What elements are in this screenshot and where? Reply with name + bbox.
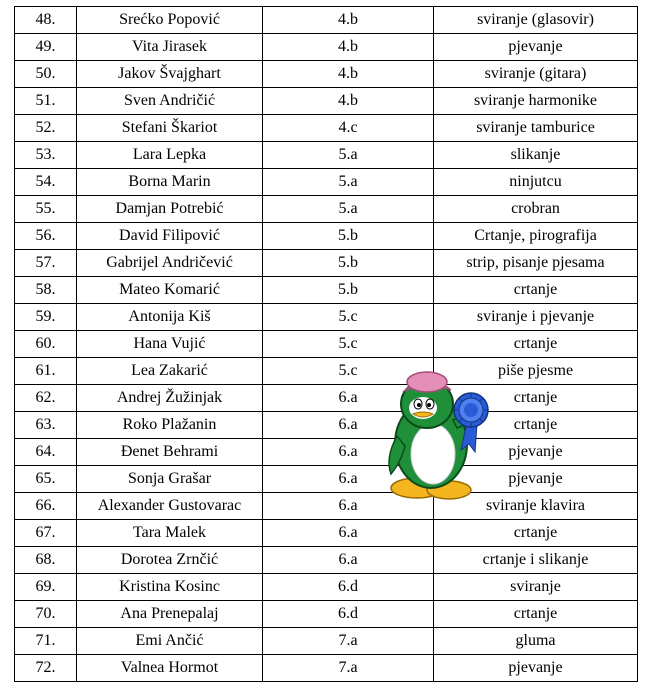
- student-name-cell: Emi Ančić: [77, 628, 263, 655]
- student-name-cell: Dorotea Zrnčić: [77, 547, 263, 574]
- student-name-cell: Hana Vujić: [77, 331, 263, 358]
- table-row: [15, 412, 638, 439]
- table-row: [15, 655, 638, 682]
- row-number-cell: 51.: [15, 88, 77, 115]
- table-row: [15, 385, 638, 412]
- student-name-cell: Gabrijel Andričević: [77, 250, 263, 277]
- row-number-cell: 69.: [15, 574, 77, 601]
- row-number-cell: 63.: [15, 412, 77, 439]
- student-name-cell: Lea Zakarić: [77, 358, 263, 385]
- table-row: [15, 88, 638, 115]
- student-name-cell: Đenet Behrami: [77, 439, 263, 466]
- table-row: [15, 7, 638, 34]
- row-number-cell: 68.: [15, 547, 77, 574]
- student-name-cell: Valnea Hormot: [77, 655, 263, 682]
- table-row: [15, 61, 638, 88]
- table-row: [15, 520, 638, 547]
- activity-cell: sviranje (glasovir): [434, 7, 638, 34]
- row-number-cell: 71.: [15, 628, 77, 655]
- student-name-cell: Borna Marin: [77, 169, 263, 196]
- activity-cell: crtanje: [434, 277, 638, 304]
- activity-cell: sviranje klavira: [434, 493, 638, 520]
- table-row: [15, 358, 638, 385]
- class-cell: 7.a: [263, 655, 434, 682]
- row-number-cell: 54.: [15, 169, 77, 196]
- class-cell: 6.a: [263, 493, 434, 520]
- row-number-cell: 62.: [15, 385, 77, 412]
- table-row: [15, 304, 638, 331]
- row-number-cell: 66.: [15, 493, 77, 520]
- class-cell: 5.c: [263, 304, 434, 331]
- activity-cell: gluma: [434, 628, 638, 655]
- row-number-cell: 55.: [15, 196, 77, 223]
- row-number-cell: 58.: [15, 277, 77, 304]
- table-row: [15, 466, 638, 493]
- row-number-cell: 53.: [15, 142, 77, 169]
- activity-cell: pjevanje: [434, 34, 638, 61]
- row-number-cell: 56.: [15, 223, 77, 250]
- class-cell: 4.b: [263, 34, 434, 61]
- student-name-cell: Damjan Potrebić: [77, 196, 263, 223]
- activity-cell: pjevanje: [434, 655, 638, 682]
- activity-cell: Crtanje, pirografija: [434, 223, 638, 250]
- row-number-cell: 67.: [15, 520, 77, 547]
- activity-cell: crtanje: [434, 331, 638, 358]
- activity-cell: crtanje: [434, 601, 638, 628]
- activity-cell: crobran: [434, 196, 638, 223]
- row-number-cell: 50.: [15, 61, 77, 88]
- student-name-cell: Alexander Gustovarac: [77, 493, 263, 520]
- class-cell: 5.c: [263, 358, 434, 385]
- student-name-cell: Ana Prenepalaj: [77, 601, 263, 628]
- class-cell: 6.a: [263, 385, 434, 412]
- row-number-cell: 48.: [15, 7, 77, 34]
- class-cell: 5.c: [263, 331, 434, 358]
- row-number-cell: 70.: [15, 601, 77, 628]
- class-cell: 4.b: [263, 61, 434, 88]
- activity-cell: strip, pisanje pjesama: [434, 250, 638, 277]
- table-row: [15, 250, 638, 277]
- class-cell: 5.b: [263, 277, 434, 304]
- table-row: [15, 331, 638, 358]
- student-name-cell: Mateo Komarić: [77, 277, 263, 304]
- table-row: [15, 196, 638, 223]
- class-cell: 6.d: [263, 574, 434, 601]
- student-name-cell: Andrej Žužinjak: [77, 385, 263, 412]
- student-name-cell: Sonja Grašar: [77, 466, 263, 493]
- activity-cell: pjevanje: [434, 439, 638, 466]
- class-cell: 4.b: [263, 88, 434, 115]
- row-number-cell: 49.: [15, 34, 77, 61]
- class-cell: 6.a: [263, 439, 434, 466]
- table-row: [15, 223, 638, 250]
- table-row: [15, 277, 638, 304]
- row-number-cell: 57.: [15, 250, 77, 277]
- class-cell: 6.d: [263, 601, 434, 628]
- row-number-cell: 52.: [15, 115, 77, 142]
- table-row: [15, 574, 638, 601]
- activity-cell: crtanje: [434, 520, 638, 547]
- table-row: [15, 493, 638, 520]
- students-table: [14, 6, 638, 682]
- table-row: [15, 601, 638, 628]
- row-number-cell: 61.: [15, 358, 77, 385]
- class-cell: 5.b: [263, 250, 434, 277]
- class-cell: 7.a: [263, 628, 434, 655]
- student-name-cell: Stefani Škariot: [77, 115, 263, 142]
- class-cell: 5.a: [263, 142, 434, 169]
- table-row: [15, 34, 638, 61]
- activity-cell: crtanje i slikanje: [434, 547, 638, 574]
- class-cell: 5.b: [263, 223, 434, 250]
- student-name-cell: Lara Lepka: [77, 142, 263, 169]
- activity-cell: piše pjesme: [434, 358, 638, 385]
- class-cell: 6.a: [263, 547, 434, 574]
- table-row: [15, 547, 638, 574]
- row-number-cell: 64.: [15, 439, 77, 466]
- students-table-body: [15, 7, 638, 682]
- class-cell: 5.a: [263, 169, 434, 196]
- activity-cell: sviranje (gitara): [434, 61, 638, 88]
- activity-cell: sviranje i pjevanje: [434, 304, 638, 331]
- table-row: [15, 439, 638, 466]
- student-name-cell: Sven Andričić: [77, 88, 263, 115]
- student-name-cell: Jakov Švajghart: [77, 61, 263, 88]
- row-number-cell: 65.: [15, 466, 77, 493]
- class-cell: 4.b: [263, 7, 434, 34]
- row-number-cell: 60.: [15, 331, 77, 358]
- student-name-cell: Roko Plažanin: [77, 412, 263, 439]
- activity-cell: crtanje: [434, 385, 638, 412]
- student-name-cell: Vita Jirasek: [77, 34, 263, 61]
- penguin-with-ribbon-icon: [383, 366, 493, 500]
- activity-cell: sviranje tamburice: [434, 115, 638, 142]
- row-number-cell: 72.: [15, 655, 77, 682]
- student-name-cell: Antonija Kiš: [77, 304, 263, 331]
- class-cell: 4.c: [263, 115, 434, 142]
- activity-cell: pjevanje: [434, 466, 638, 493]
- class-cell: 6.a: [263, 520, 434, 547]
- class-cell: 5.a: [263, 196, 434, 223]
- table-row: [15, 169, 638, 196]
- activity-cell: slikanje: [434, 142, 638, 169]
- class-cell: 6.a: [263, 412, 434, 439]
- student-name-cell: Srećko Popović: [77, 7, 263, 34]
- student-name-cell: Tara Malek: [77, 520, 263, 547]
- table-row: [15, 115, 638, 142]
- activity-cell: crtanje: [434, 412, 638, 439]
- row-number-cell: 59.: [15, 304, 77, 331]
- student-name-cell: David Filipović: [77, 223, 263, 250]
- table-row: [15, 628, 638, 655]
- activity-cell: sviranje: [434, 574, 638, 601]
- student-name-cell: Kristina Kosinc: [77, 574, 263, 601]
- table-row: [15, 142, 638, 169]
- activity-cell: ninjutcu: [434, 169, 638, 196]
- activity-cell: sviranje harmonike: [434, 88, 638, 115]
- class-cell: 6.a: [263, 466, 434, 493]
